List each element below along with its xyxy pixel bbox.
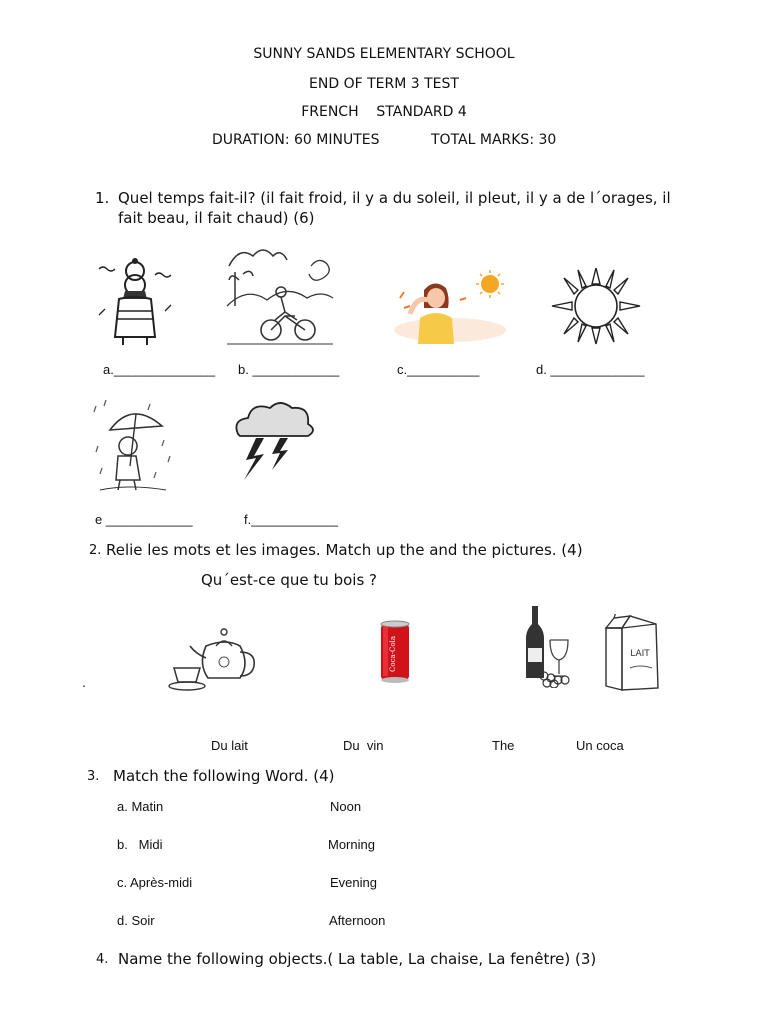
subject-title: FRENCH STANDARD 4: [301, 104, 467, 120]
q2-word-the[interactable]: The: [492, 738, 515, 753]
q2-subquestion: Qu´est-ce que tu bois ?: [201, 571, 377, 589]
q3-right-afternoon[interactable]: Afternoon: [329, 913, 386, 928]
q1-answer-f[interactable]: f.____________: [244, 512, 338, 527]
q1-answer-d[interactable]: d. _____________: [536, 362, 645, 377]
q3-left-soir[interactable]: d. Soir: [117, 913, 155, 928]
q2-number: 2.: [89, 543, 102, 558]
q3-left-apres-midi[interactable]: c. Après-midi: [117, 875, 193, 890]
q4-text: Name the following objects.( La table, La chaise, La fenêtre) (3): [118, 950, 597, 968]
q3-text: Match the following Word. (4): [113, 767, 335, 785]
q3-number: 3.: [87, 769, 100, 784]
rain-child-image: [90, 396, 176, 496]
q3-right-noon[interactable]: Noon: [330, 799, 362, 814]
duration: DURATION: 60 MINUTES: [212, 132, 380, 148]
q2-word-un-coca[interactable]: Un coca: [576, 738, 624, 753]
q1-answer-c[interactable]: c.__________: [397, 362, 480, 377]
q4-number: 4.: [96, 952, 109, 967]
q1-text-line1: Quel temps fait-il? (il fait froid, il y a du soleil, il pleut, il y a de l´orages, il: [118, 189, 671, 207]
q3-left-midi[interactable]: b. Midi: [117, 837, 163, 852]
cold-person-image: [95, 255, 175, 347]
q2-text: Relie les mots et les images. Match up the and the pictures. (4): [106, 541, 583, 559]
school-name: SUNNY SANDS ELEMENTARY SCHOOL: [253, 46, 515, 62]
can-label: Coca-Cola: [389, 635, 397, 673]
cycling-fine-weather-image: [225, 236, 335, 352]
q3-right-evening[interactable]: Evening: [330, 875, 377, 890]
sun-image: [548, 266, 644, 346]
hot-woman-image: [390, 268, 508, 344]
q3-right-morning[interactable]: Morning: [328, 837, 375, 852]
q1-number: 1.: [95, 189, 110, 207]
coca-cola-can-image: [378, 618, 412, 684]
q1-answer-a[interactable]: a.______________: [103, 362, 216, 377]
carton-label: LAIT: [630, 649, 650, 659]
wine-bottle-image: [520, 604, 574, 688]
q1-text-line2: fait beau, il fait chaud) (6): [118, 209, 315, 227]
q2-word-du-vin[interactable]: Du vin: [343, 738, 384, 753]
q2-word-du-lait[interactable]: Du lait: [211, 738, 248, 753]
q1-answer-b[interactable]: b. ____________: [238, 362, 340, 377]
total-marks: TOTAL MARKS: 30: [431, 132, 557, 148]
storm-cloud-image: [228, 398, 318, 482]
teapot-image: [166, 624, 258, 692]
q1-answer-e[interactable]: e ____________: [95, 512, 193, 527]
test-title: END OF TERM 3 TEST: [309, 76, 459, 92]
milk-carton-image: [600, 614, 664, 692]
q3-left-matin[interactable]: a. Matin: [117, 799, 164, 814]
q2-stray-dot: .: [82, 676, 86, 690]
